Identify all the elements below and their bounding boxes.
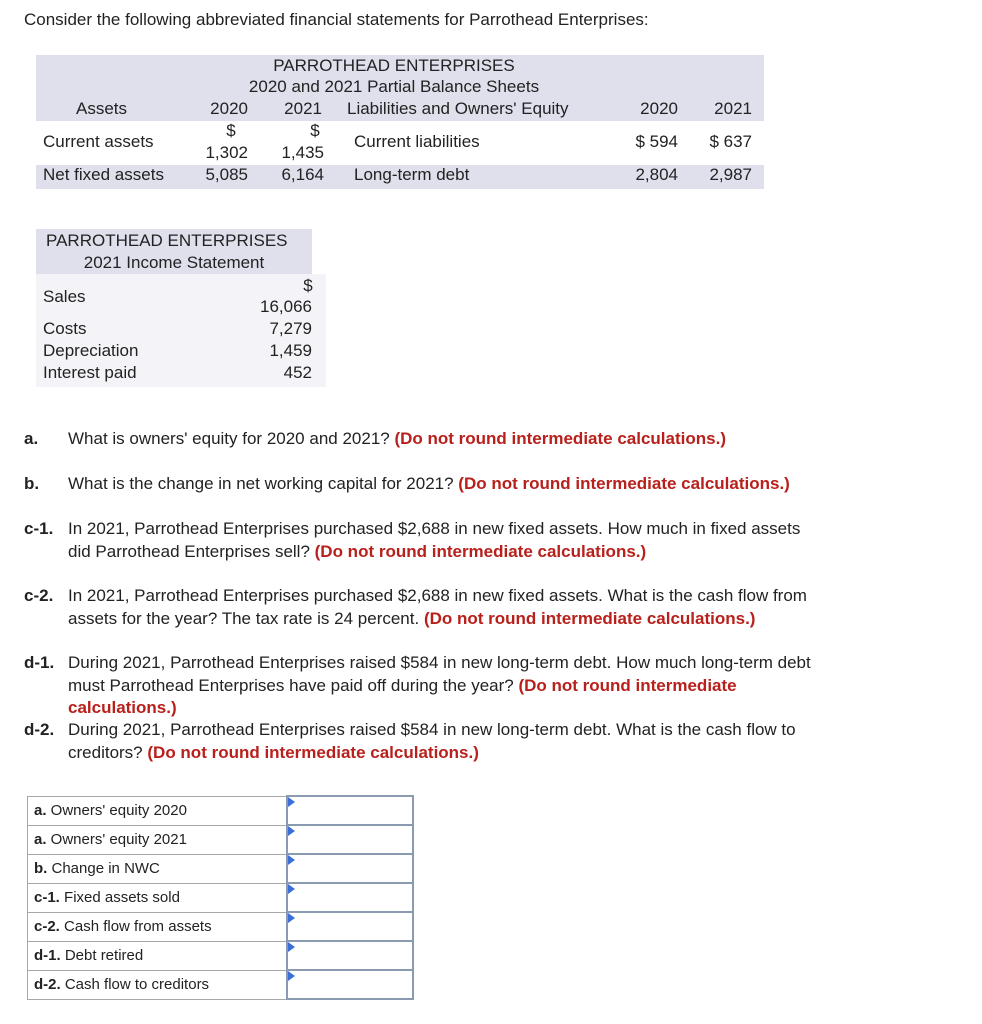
question-c1 bbox=[24, 518, 814, 563]
question-label: a. bbox=[24, 429, 39, 448]
row-label: Long-term debt bbox=[354, 165, 470, 184]
answer-prefix: b. bbox=[34, 860, 48, 877]
cell-value: 1,302 bbox=[205, 143, 248, 162]
currency-symbol: $ bbox=[303, 276, 313, 295]
cell-value: 6,164 bbox=[281, 165, 324, 184]
cell-value: 2,804 bbox=[635, 165, 678, 184]
input-marker-icon bbox=[288, 971, 295, 981]
row-label: Current liabilities bbox=[354, 132, 480, 151]
answer-label: Debt retired bbox=[60, 947, 144, 964]
input-marker-icon bbox=[288, 855, 295, 865]
answer-prefix: d-1. bbox=[34, 947, 61, 964]
answer-label: Fixed assets sold bbox=[59, 889, 180, 906]
statement-title: 2021 Income Statement bbox=[83, 253, 265, 272]
question-label: d-2. bbox=[24, 720, 55, 739]
answer-row bbox=[28, 825, 414, 854]
answer-label: Owners' equity 2021 bbox=[46, 831, 187, 848]
change-in-nwc-input[interactable] bbox=[288, 857, 410, 880]
question-text: What is owners' equity for 2020 and 2021? bbox=[68, 429, 395, 448]
answer-row bbox=[28, 796, 414, 825]
income-statement bbox=[36, 229, 326, 387]
assets-header: Assets bbox=[76, 99, 128, 118]
rounding-hint: (Do not round intermediate calculations.) bbox=[147, 742, 479, 762]
answer-label: Owners' equity 2020 bbox=[46, 802, 187, 819]
company-name: PARROTHEAD ENTERPRISES bbox=[46, 231, 288, 250]
cell-value: 5,085 bbox=[205, 165, 248, 184]
company-name: PARROTHEAD ENTERPRISES bbox=[273, 56, 515, 75]
currency-symbol: $ bbox=[310, 121, 320, 140]
cell-value: 1,459 bbox=[269, 341, 312, 360]
input-marker-icon bbox=[288, 826, 295, 836]
question-label: c-2. bbox=[24, 586, 54, 605]
sheet-title: 2020 and 2021 Partial Balance Sheets bbox=[248, 77, 540, 96]
answer-row bbox=[28, 854, 414, 883]
assets-year-2021: 2021 bbox=[284, 99, 322, 118]
answer-row bbox=[28, 883, 414, 912]
question-text: In 2021, Parrothead Enterprises purchased $2,688 in new fixed assets. What is the cash flow from assets for the year? The tax rate is 24 percent. bbox=[68, 586, 807, 628]
cell-value: 2,987 bbox=[709, 165, 752, 184]
cell-value: 452 bbox=[283, 363, 312, 382]
question-text: During 2021, Parrothead Enterprises raised $584 in new long-term debt. How much long-term debt must Parrothead Enterprises have paid off during the year? bbox=[68, 653, 811, 695]
owners-equity-2020-input[interactable] bbox=[288, 799, 410, 822]
row-label: Net fixed assets bbox=[43, 165, 164, 184]
answer-row bbox=[28, 970, 414, 999]
question-c2 bbox=[24, 585, 814, 630]
answer-row bbox=[28, 912, 414, 941]
input-marker-icon bbox=[288, 942, 295, 952]
answer-label: Change in NWC bbox=[47, 860, 160, 877]
cell-value: 7,279 bbox=[269, 319, 312, 338]
cash-flow-from-assets-input[interactable] bbox=[288, 915, 410, 938]
answer-label: Cash flow from assets bbox=[59, 918, 212, 935]
row-label: Interest paid bbox=[43, 363, 137, 382]
answer-prefix: d-2. bbox=[34, 976, 61, 993]
debt-retired-input[interactable] bbox=[288, 944, 410, 967]
row-label: Depreciation bbox=[43, 341, 139, 360]
fixed-assets-sold-input[interactable] bbox=[288, 886, 410, 909]
row-label: Current assets bbox=[43, 132, 154, 151]
owners-equity-2021-input[interactable] bbox=[288, 828, 410, 851]
question-b bbox=[24, 473, 814, 496]
answer-prefix: a. bbox=[34, 802, 47, 819]
input-marker-icon bbox=[288, 797, 295, 807]
row-label: Costs bbox=[43, 319, 87, 338]
answer-prefix: c-1. bbox=[34, 889, 60, 906]
currency-symbol: $ bbox=[226, 121, 236, 140]
rounding-hint: (Do not round intermediate calculations.) bbox=[423, 608, 756, 628]
question-text: During 2021, Parrothead Enterprises raised $584 in new long-term debt. What is the cash flow to creditors? bbox=[68, 720, 796, 762]
intro-text: Consider the following abbreviated financial statements for Parrothead Enterprises: bbox=[24, 10, 649, 29]
cell-value: $ 637 bbox=[709, 132, 752, 151]
cell-value: 1,435 bbox=[281, 143, 324, 162]
liab-year-2021: 2021 bbox=[714, 99, 752, 118]
question-label: d-1. bbox=[24, 653, 55, 672]
row-label: Sales bbox=[43, 287, 86, 306]
input-marker-icon bbox=[288, 884, 295, 894]
input-marker-icon bbox=[288, 913, 295, 923]
liab-year-2020: 2020 bbox=[640, 99, 678, 118]
rounding-hint: (Do not round intermediate calculations.) bbox=[394, 429, 726, 448]
answer-prefix: c-2. bbox=[34, 918, 60, 935]
cash-flow-to-creditors-input[interactable] bbox=[288, 973, 410, 996]
liabilities-header: Liabilities and Owners' Equity bbox=[347, 99, 569, 118]
question-text: In 2021, Parrothead Enterprises purchased $2,688 in new fixed assets. How much in fixed assets did Parrothead Enterprises sell? bbox=[68, 519, 801, 561]
cell-value: $ 594 bbox=[635, 132, 678, 151]
question-d2 bbox=[24, 719, 814, 764]
question-label: c-1. bbox=[24, 519, 54, 538]
question-text: What is the change in net working capital for 2021? bbox=[68, 474, 459, 493]
answer-prefix: a. bbox=[34, 831, 47, 848]
assets-year-2020: 2020 bbox=[210, 99, 248, 118]
question-d1 bbox=[24, 652, 814, 720]
question-a bbox=[24, 428, 814, 451]
answer-row bbox=[28, 941, 414, 970]
rounding-hint: (Do not round intermediate calculations.) bbox=[458, 474, 790, 493]
cell-value: 16,066 bbox=[260, 297, 312, 316]
question-label: b. bbox=[24, 474, 40, 493]
rounding-hint: (Do not round intermediate calculations.) bbox=[68, 675, 737, 717]
balance-sheet bbox=[36, 55, 764, 189]
answer-label: Cash flow to creditors bbox=[60, 976, 210, 993]
answer-table bbox=[27, 795, 414, 1000]
rounding-hint: (Do not round intermediate calculations.) bbox=[314, 541, 647, 561]
